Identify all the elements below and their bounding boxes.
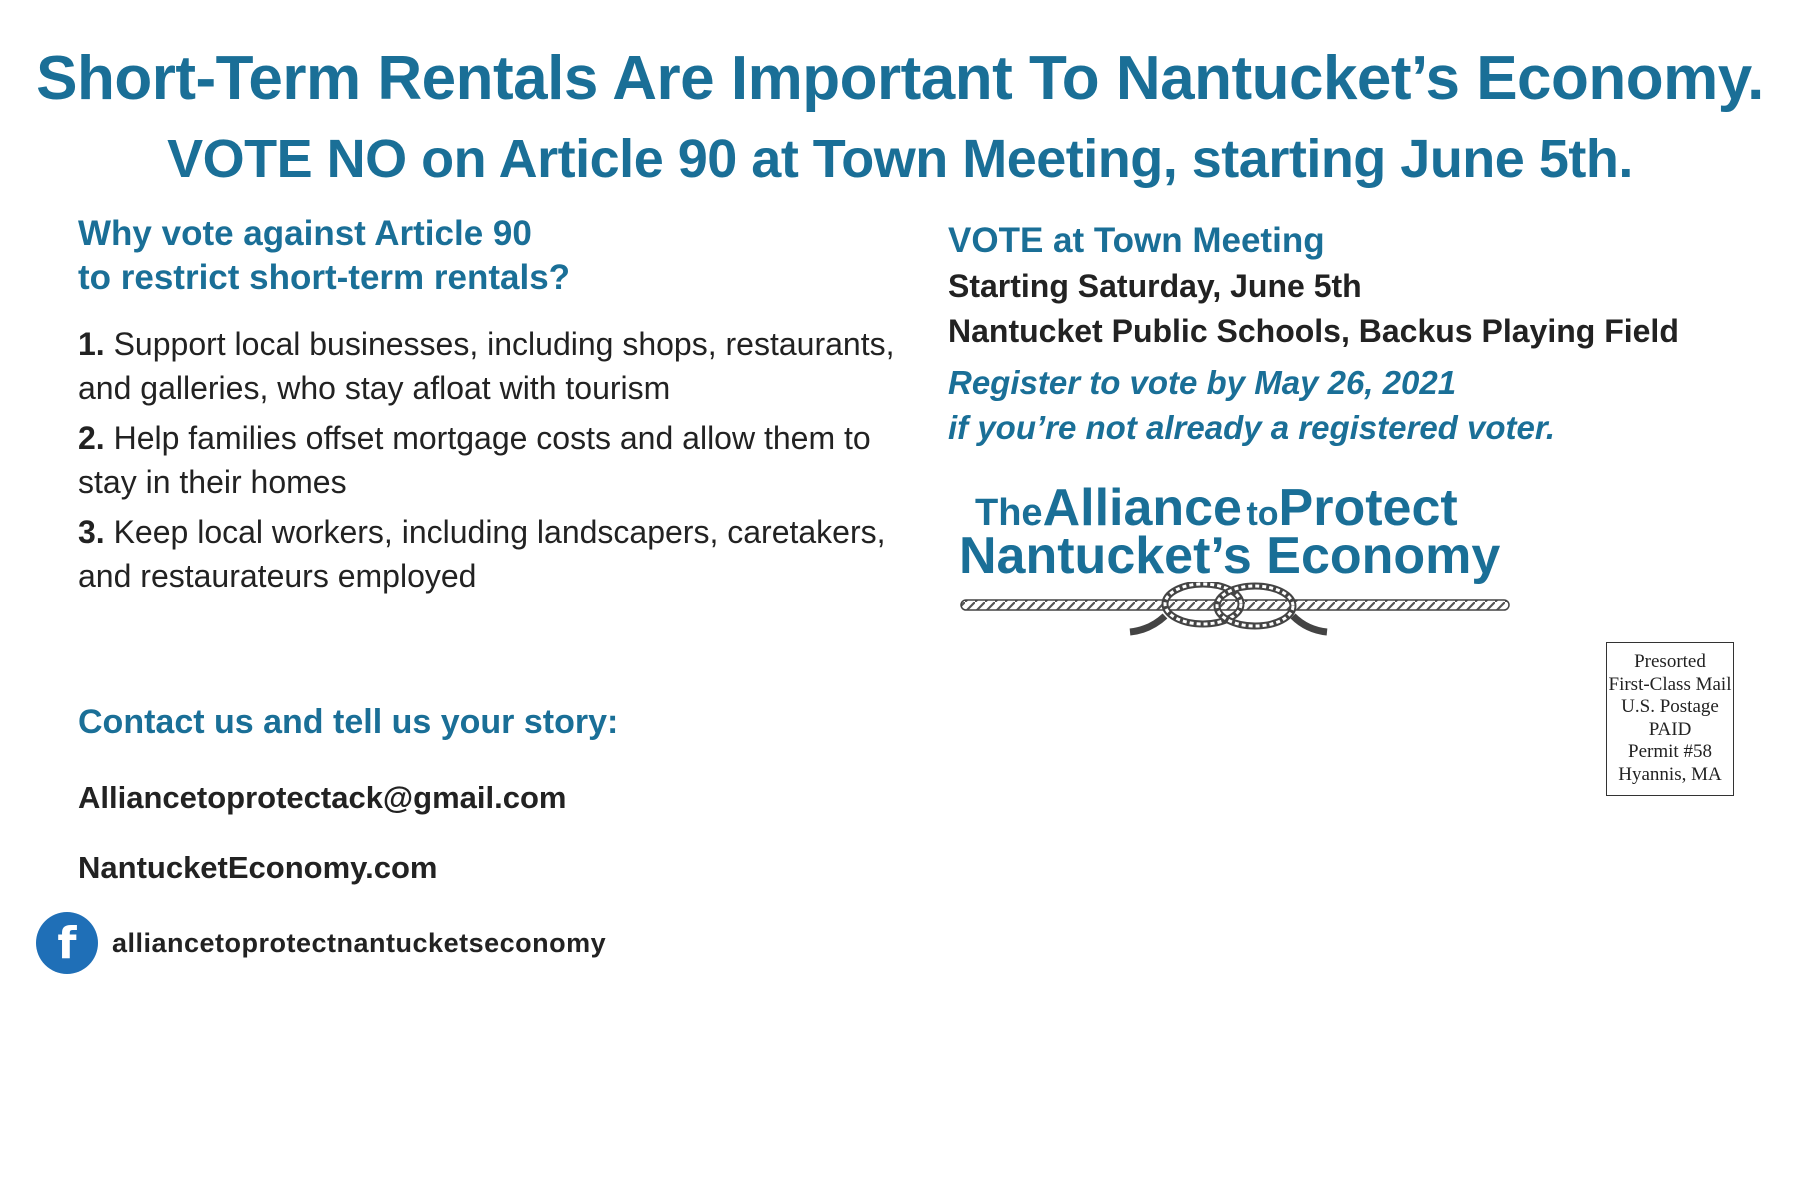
reason-number: 2. [78, 420, 105, 456]
reason-item [78, 416, 898, 504]
postage-line: First-Class Mail [1608, 673, 1732, 695]
postage-line: PAID [1648, 718, 1692, 740]
why-title-line1: Why vote against Article 90 [78, 214, 532, 253]
postage-indicia [1606, 642, 1734, 796]
reasons-list [78, 322, 898, 598]
reason-text: Support local businesses, including shops, restaurants, and galleries, who stay afloat with tourism [78, 326, 895, 406]
logo-the: The [975, 492, 1043, 534]
facebook-link[interactable] [36, 912, 606, 974]
facebook-handle: alliancetoprotectnantucketseconomy [112, 927, 607, 958]
logo-to: to [1246, 495, 1279, 533]
reason-item [78, 510, 898, 598]
postage-line: Presorted [1634, 651, 1706, 672]
logo-line2: Nantucket’s Economy [959, 527, 1501, 585]
reason-number: 1. [78, 326, 105, 362]
vote-title: VOTE at Town Meeting [948, 221, 1325, 260]
contact-email-link[interactable]: Alliancetoprotectack@gmail.com [78, 780, 567, 815]
postage-line: Permit #58 [1628, 741, 1712, 762]
logo-protect: Protect [1278, 479, 1458, 537]
vote-info-section [948, 218, 1748, 450]
vote-location: Nantucket Public Schools, Backus Playing Field [948, 313, 1679, 349]
postage-line: Hyannis, MA [1618, 763, 1722, 785]
alliance-logo [955, 478, 1515, 638]
contact-title: Contact us and tell us your story: [78, 703, 619, 741]
vote-no-headline: VOTE NO on Article 90 at Town Meeting, starting June 5th. [167, 129, 1633, 189]
rope-knot-icon [955, 582, 1515, 642]
register-reminder [948, 360, 1748, 450]
reason-text: Help families offset mortgage costs and allow them to stay in their homes [78, 420, 871, 500]
website-link[interactable]: NantucketEconomy.com [78, 850, 438, 885]
reasons-section [78, 212, 898, 604]
reason-number: 3. [78, 514, 105, 550]
facebook-icon: f [36, 912, 98, 974]
register-line2: if you’re not already a registered voter. [948, 409, 1556, 446]
reason-text: Keep local workers, including landscapers, caretakers, and restaurateurs employed [78, 514, 886, 594]
register-line1: Register to vote by May 26, 2021 [948, 364, 1457, 401]
postage-line: U.S. Postage [1621, 696, 1719, 717]
vote-date: Starting Saturday, June 5th [948, 268, 1362, 304]
why-title-line2: to restrict short-term rentals? [78, 258, 571, 297]
main-headline: Short-Term Rentals Are Important To Nantucket’s Economy. [36, 44, 1764, 113]
logo-alliance: Alliance [1042, 479, 1242, 537]
reason-item [78, 322, 898, 410]
